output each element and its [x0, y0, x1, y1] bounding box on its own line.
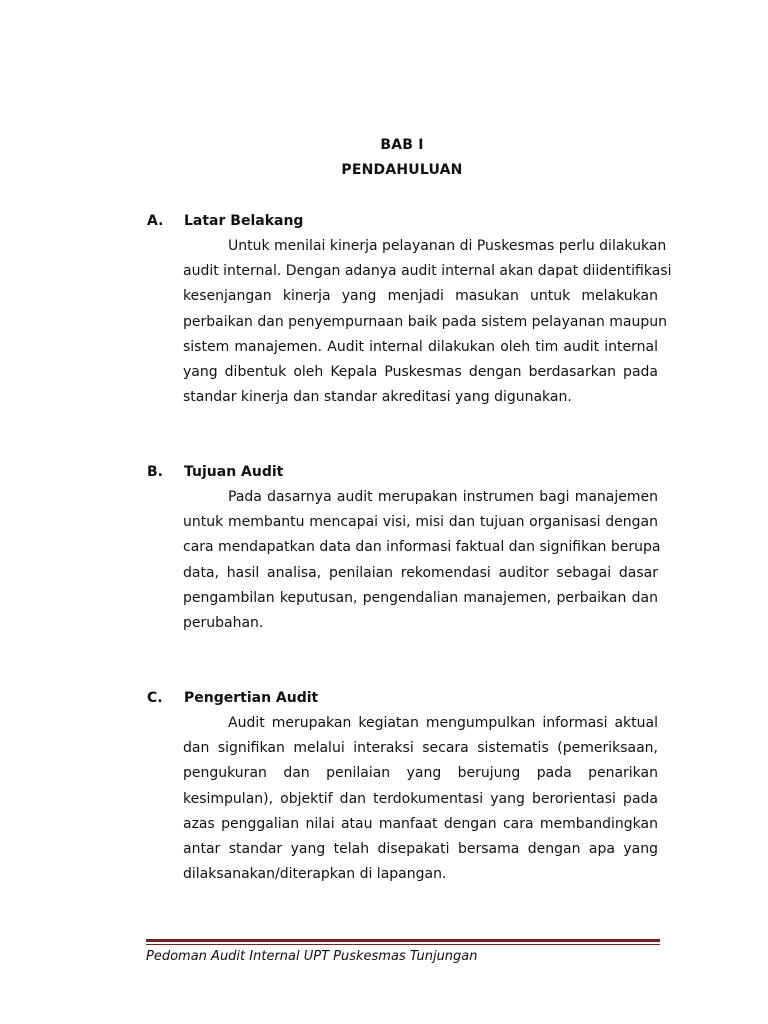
paragraph-line: Pada dasarnya audit merupakan instrumen bagi manajemen: [228, 489, 658, 505]
paragraph-line: sistem manajemen. Audit internal dilakukan oleh tim audit internal: [183, 338, 658, 355]
paragraph-line: kesimpulan), objektif dan terdokumentasi yang berorientasi pada: [183, 790, 658, 807]
chapter-title: PENDAHULUAN: [341, 162, 463, 178]
paragraph-line: audit internal. Dengan adanya audit internal akan dapat diidentifikasi: [183, 263, 672, 280]
paragraph-line: cara mendapatkan data dan informasi faktual dan signifikan berupa: [183, 539, 661, 556]
paragraph-line: data, hasil analisa, penilaian rekomendasi auditor sebagai dasar: [183, 564, 658, 581]
paragraph-line: standar kinerja dan standar akreditasi yang digunakan.: [183, 389, 572, 406]
chapter-number: BAB I: [380, 137, 424, 153]
paragraph-line: kesenjangan kinerja yang menjadi masukan untuk melakukan: [183, 288, 658, 305]
section-b-title: Tujuan Audit: [184, 464, 284, 480]
footer-rule-thick: [146, 939, 660, 942]
paragraph-line: azas penggalian nilai atau manfaat dengan cara membandingkan: [183, 815, 658, 832]
paragraph-line: pengambilan keputusan, pengendalian manajemen, perbaikan dan: [183, 589, 658, 606]
paragraph-line: dilaksanakan/diterapkan di lapangan.: [183, 866, 447, 883]
paragraph-line: dan signifikan melalui interaksi secara sistematis (pemeriksaan,: [183, 740, 658, 757]
footer-text: Pedoman Audit Internal UPT Puskesmas Tunjungan: [146, 949, 478, 964]
footer-rule-thin: [146, 944, 660, 945]
section-b-paragraph: [183, 485, 661, 636]
section-b-letter: B.: [147, 464, 163, 480]
section-a-letter: A.: [147, 213, 164, 229]
section-a-paragraph: [183, 234, 672, 410]
paragraph-line: perbaikan dan penyempurnaan baik pada sistem pelayanan maupun: [183, 313, 667, 330]
section-c-letter: C.: [147, 690, 163, 706]
section-a-title: Latar Belakang: [184, 213, 304, 229]
paragraph-line: perubahan.: [183, 614, 264, 631]
paragraph-line: yang dibentuk oleh Kepala Puskesmas dengan berdasarkan pada: [183, 363, 658, 380]
section-c-title: Pengertian Audit: [184, 690, 319, 706]
paragraph-line: pengukuran dan penilaian yang berujung pada penarikan: [183, 765, 658, 782]
paragraph-line: untuk membantu mencapai visi, misi dan tujuan organisasi dengan: [183, 514, 658, 531]
paragraph-line: antar standar yang telah disepakati bersama dengan apa yang: [183, 840, 658, 857]
section-c-paragraph: [183, 711, 658, 887]
paragraph-line: Audit merupakan kegiatan mengumpulkan informasi aktual: [228, 715, 658, 731]
paragraph-line: Untuk menilai kinerja pelayanan di Puskesmas perlu dilakukan: [228, 238, 667, 254]
